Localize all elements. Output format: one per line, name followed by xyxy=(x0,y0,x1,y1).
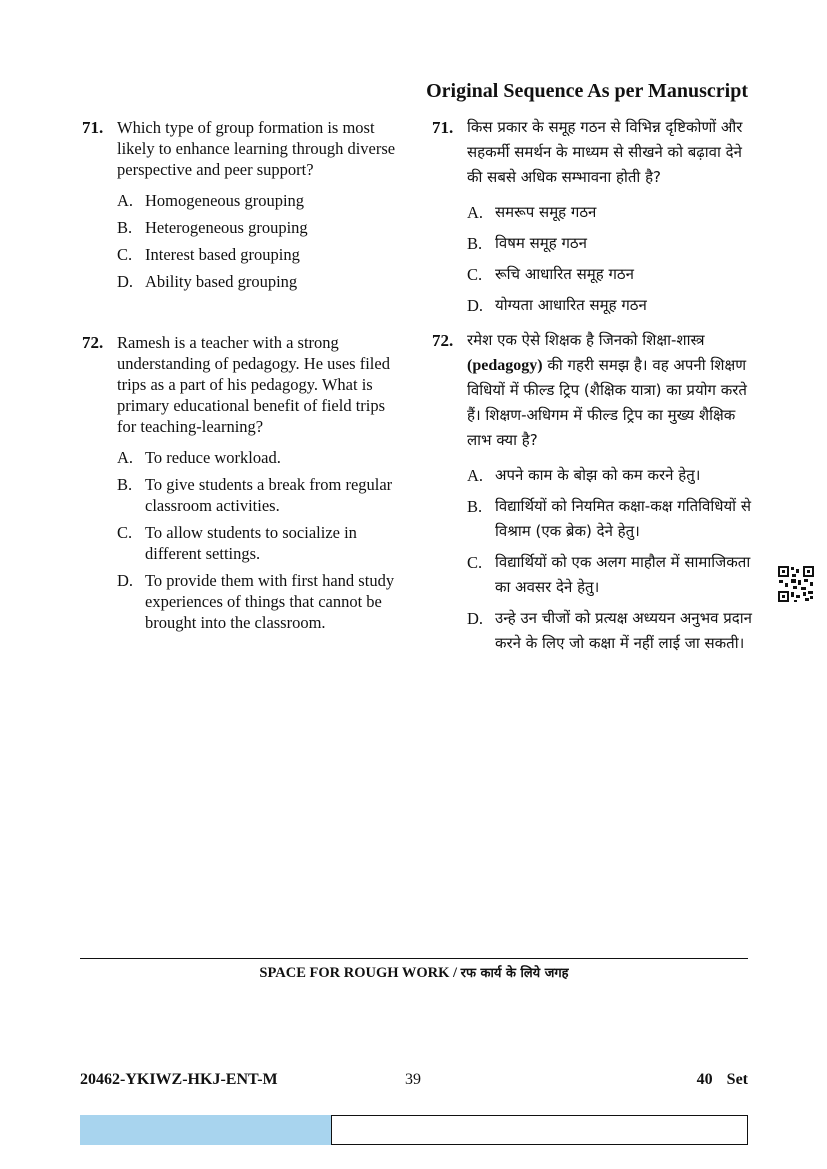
options-71-hi xyxy=(467,200,752,318)
options-72-en xyxy=(117,447,402,633)
question-number: 72. xyxy=(82,333,104,352)
option-text: विषम समूह गठन xyxy=(495,234,587,252)
option-text: अपने काम के बोझ को कम करने हेतु। xyxy=(495,466,701,484)
option-text: To provide them with first hand study experiences of things that cannot be brought into the classroom. xyxy=(145,571,395,632)
set-indicator xyxy=(697,1071,748,1089)
rough-work-label xyxy=(80,963,748,982)
option-letter: C. xyxy=(117,245,133,264)
rough-work-label-en: SPACE FOR ROUGH WORK / xyxy=(259,965,458,981)
option-d xyxy=(117,271,402,292)
option-b xyxy=(117,474,402,516)
option-letter: B. xyxy=(467,234,483,253)
option-letter: D. xyxy=(117,272,134,291)
option-text: समरूप समूह गठन xyxy=(495,203,597,221)
option-text: Heterogeneous grouping xyxy=(145,218,308,237)
question-number: 71. xyxy=(82,118,104,137)
option-letter: B. xyxy=(117,218,133,237)
set-label: Set xyxy=(726,1071,748,1088)
set-number: 40 xyxy=(696,1071,713,1088)
question-number: 71. xyxy=(432,118,454,137)
option-b xyxy=(117,217,402,238)
option-letter: A. xyxy=(117,191,134,210)
option-letter: C. xyxy=(117,523,133,542)
question-number: 72. xyxy=(432,331,454,350)
footer-color-bar xyxy=(80,1115,331,1145)
page-number: 39 xyxy=(405,1071,421,1088)
page-header-title: Original Sequence As per Manuscript xyxy=(426,80,748,102)
option-letter: A. xyxy=(117,448,134,467)
question-text xyxy=(467,328,752,453)
option-text: रूचि आधारित समूह गठन xyxy=(495,265,634,283)
question-72-en xyxy=(82,332,402,437)
option-a xyxy=(117,447,402,468)
option-text: विद्यार्थियों को नियमित कक्षा-कक्ष गतिविधियों से विश्राम (एक ब्रेक) देने हेतु। xyxy=(495,497,751,540)
option-letter: C. xyxy=(467,553,483,572)
option-d xyxy=(467,606,752,656)
options-71-en xyxy=(117,190,402,292)
qr-code-icon xyxy=(777,565,815,603)
option-text: To reduce workload. xyxy=(145,448,281,467)
option-letter: A. xyxy=(467,466,484,485)
option-text: To give students a break from regular classroom activities. xyxy=(145,475,393,515)
option-text: विद्यार्थियों को एक अलग माहौल में सामाजिकता का अवसर देने हेतु। xyxy=(495,553,751,596)
option-text: Homogeneous grouping xyxy=(145,191,305,210)
option-letter: D. xyxy=(467,296,484,315)
option-b xyxy=(467,494,752,544)
option-letter: B. xyxy=(117,475,133,494)
rough-work-label-hi: रफ कार्य के लिये जगह xyxy=(460,966,569,981)
option-letter: B. xyxy=(467,497,483,516)
option-text: उन्हे उन चीजों को प्रत्यक्ष अध्ययन अनुभव प्रदान करने के लिए जो कक्षा में नहीं लाई जा सकती। xyxy=(495,609,752,652)
option-letter: C. xyxy=(467,265,483,284)
question-72-hi xyxy=(432,328,752,453)
option-d xyxy=(117,570,402,633)
option-text: Interest based grouping xyxy=(145,245,300,264)
english-column-q72 xyxy=(82,332,402,639)
options-72-hi xyxy=(467,463,752,656)
question-text-bold: (pedagogy) xyxy=(467,357,543,374)
option-text: Ability based grouping xyxy=(145,272,298,291)
option-a xyxy=(117,190,402,211)
option-a xyxy=(467,463,752,488)
english-column xyxy=(82,117,402,298)
question-text: Which type of group formation is most likely to enhance learning through diverse perspective and peer support? xyxy=(117,118,396,179)
option-c xyxy=(467,550,752,600)
option-letter: D. xyxy=(467,609,484,628)
footer-outline-box xyxy=(331,1115,748,1145)
option-text: To allow students to socialize in different settings. xyxy=(145,523,357,563)
option-letter: D. xyxy=(117,571,134,590)
question-71-hi xyxy=(432,115,752,190)
option-c xyxy=(467,262,752,287)
rough-work-divider xyxy=(80,958,748,959)
question-text-part: रमेश एक ऐसे शिक्षक है जिनको शिक्षा-शास्त्र xyxy=(467,331,705,349)
question-71-en xyxy=(82,117,402,180)
option-d xyxy=(467,293,752,318)
option-a xyxy=(467,200,752,225)
question-text: किस प्रकार के समूह गठन से विभिन्न दृष्टिकोणों और सहकर्मी समर्थन के माध्यम से सीखने को बढ़ावा देने की सबसे अधिक सम्भावना होती है? xyxy=(467,118,743,186)
option-text: योग्यता आधारित समूह गठन xyxy=(495,296,647,314)
paper-code: 20462-YKIWZ-HKJ-ENT-M xyxy=(80,1071,278,1088)
option-letter: A. xyxy=(467,203,484,222)
option-b xyxy=(467,231,752,256)
option-c xyxy=(117,522,402,564)
hindi-column xyxy=(432,115,752,324)
hindi-column-q72 xyxy=(432,328,752,662)
question-text: Ramesh is a teacher with a strong understanding of pedagogy. He uses filed trips as a part of his pedagogy. What is primary educational benefit of field trips for teaching-learning? xyxy=(117,333,390,436)
question-text-part: की गहरी समझ है। वह अपनी शिक्षण विधियों में फील्ड ट्रिप (शैक्षिक यात्रा) का प्रयोग करते हैं। शिक्षण-अधिगम में फील्ड ट्रिप का मुख्य शैक्षिक लाभ क्या है? xyxy=(467,356,747,449)
option-c xyxy=(117,244,402,265)
